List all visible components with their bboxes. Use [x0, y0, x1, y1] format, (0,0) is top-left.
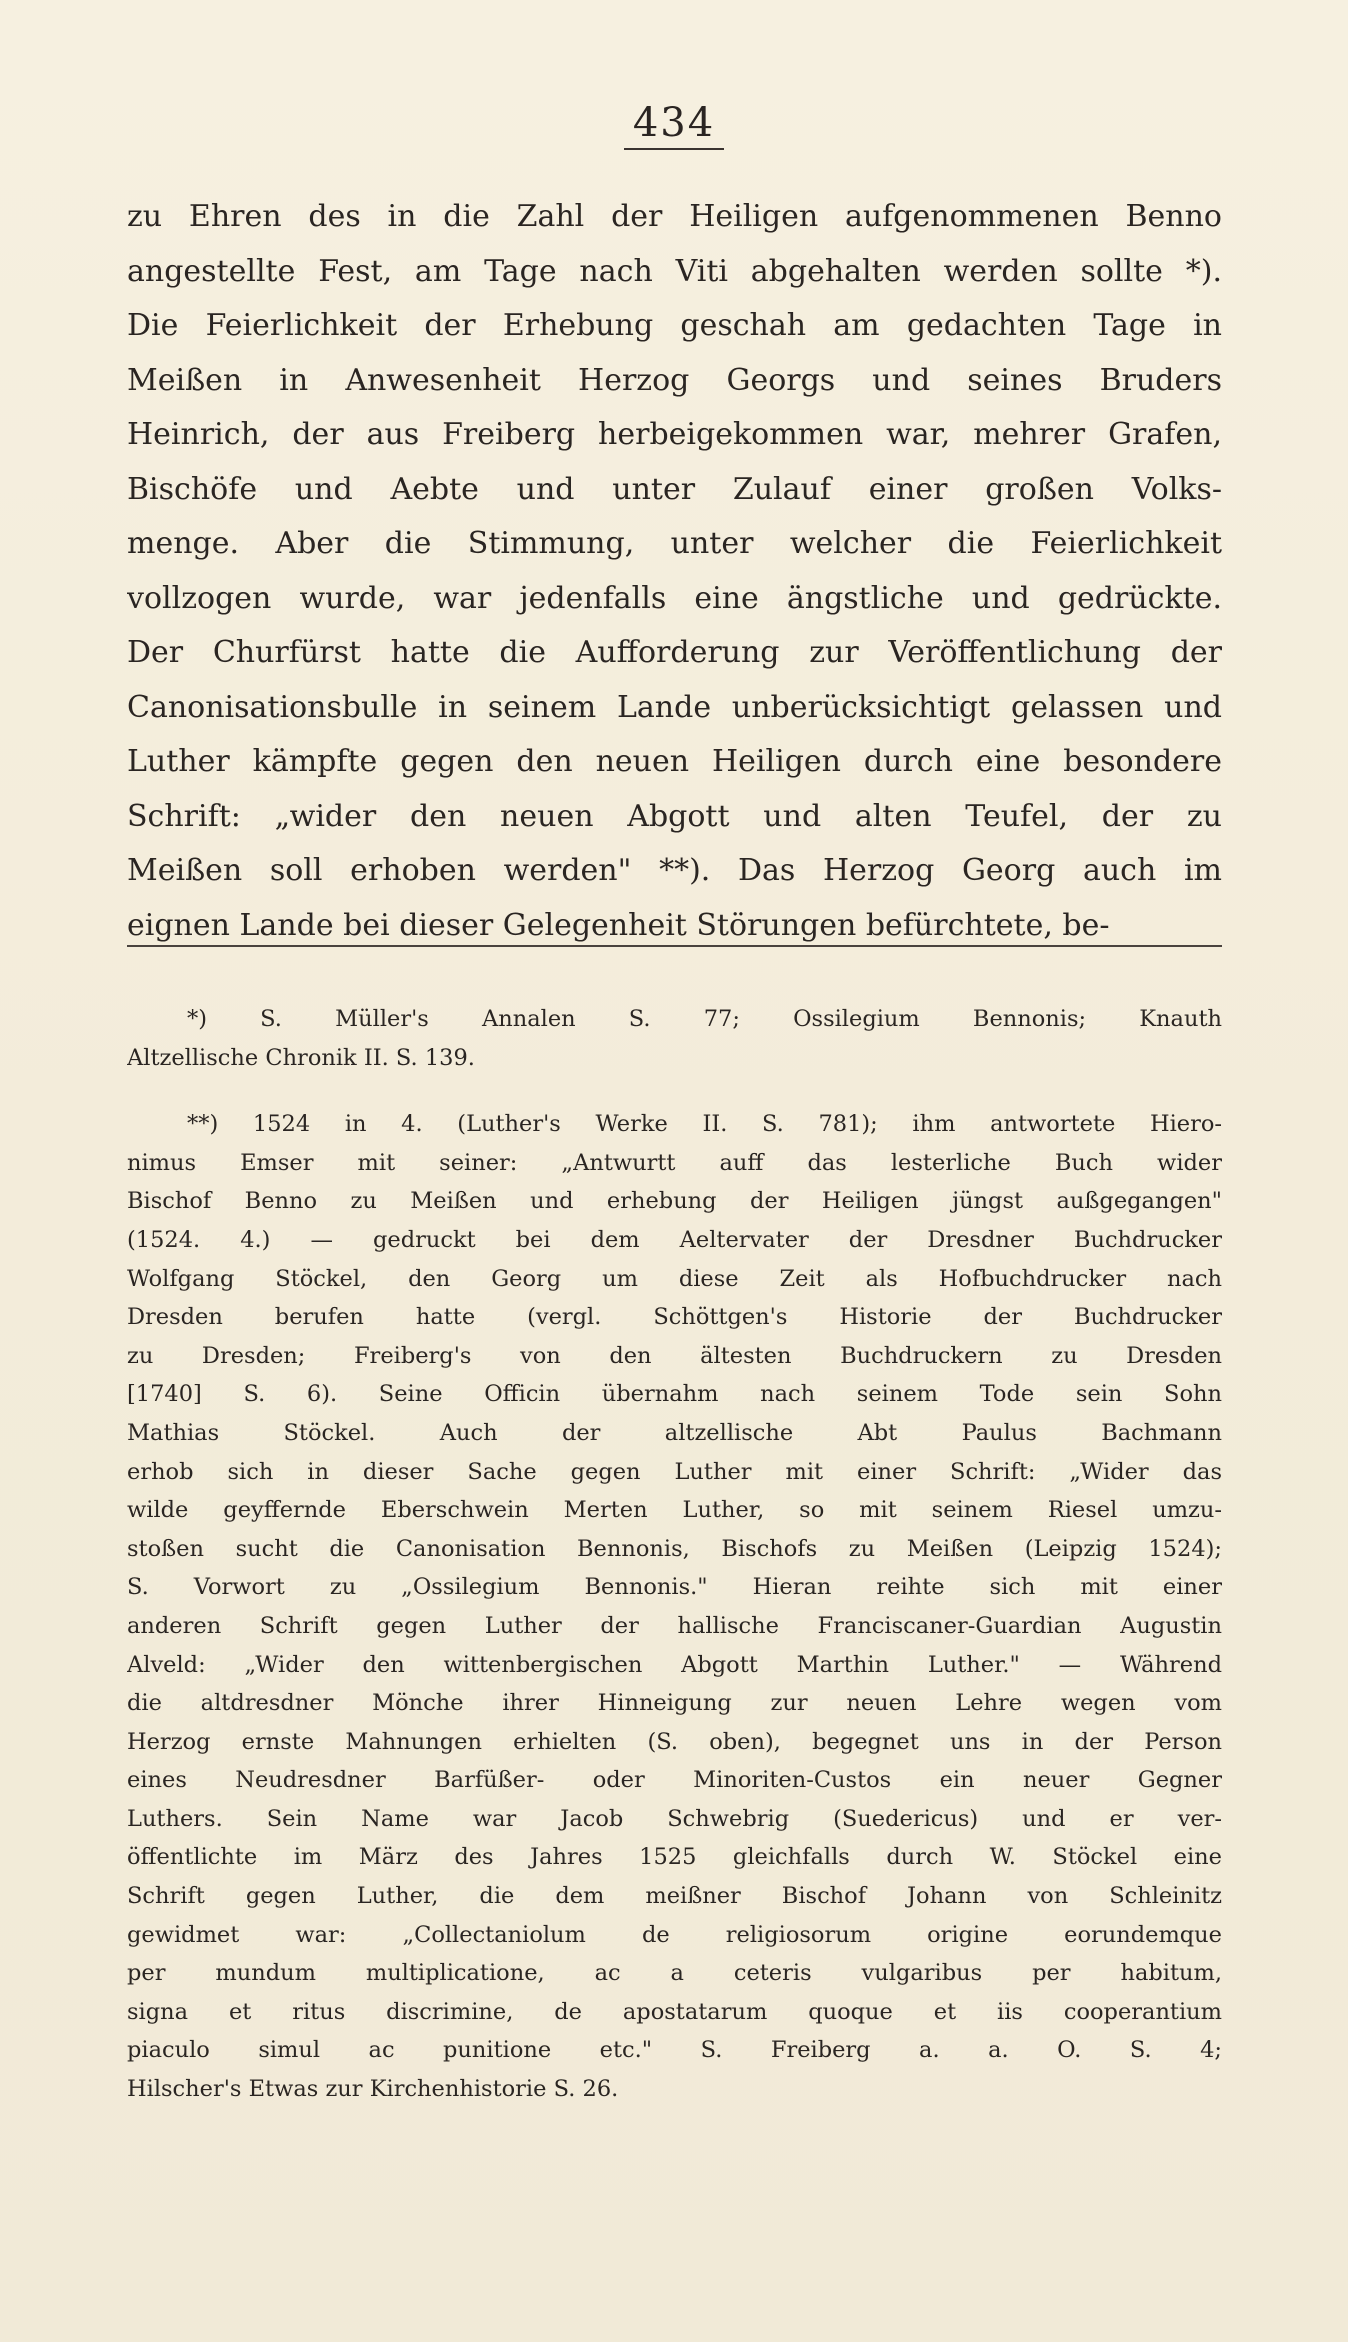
footnote-line: Bischof Benno zu Meißen und erhebung der Heiligen jüngst außgegangen": [127, 1188, 1222, 1215]
text-line: angestellte Fest, am Tage nach Viti abgehalten werden sollte *).: [127, 253, 1222, 289]
footnote-line: gewidmet war: „Collectaniolum de religiosorum origine eorundemque: [127, 1921, 1222, 1948]
text-line: Der Churfürst hatte die Aufforderung zur Veröffentlichung der: [127, 635, 1222, 670]
text-line: Luther kämpfte gegen den neuen Heiligen durch eine besondere: [127, 744, 1222, 779]
footnotes: [127, 1000, 1222, 2109]
footnote-line: Wolfgang Stöckel, den Georg um diese Zeit als Hofbuchdrucker nach: [127, 1265, 1222, 1292]
text-line: Canonisationsbulle in seinem Lande unberücksichtigt gelassen und: [127, 689, 1222, 725]
footnote-line: **) 1524 in 4. (Luther's Werke II. S. 781); ihm antwortete Hiero-: [187, 1111, 1222, 1138]
footnote-line: signa et ritus discrimine, de apostatarum quoque et iis cooperantium: [127, 1998, 1222, 2025]
text-line: zu Ehren des in die Zahl der Heiligen aufgenommenen Benno: [127, 199, 1222, 234]
footnote-2: [127, 1105, 1222, 2108]
footnote-line: piaculo simul ac punitione etc." S. Freiberg a. a. O. S. 4;: [127, 2037, 1222, 2064]
text-line: Bischöfe und Aebte und unter Zulauf einer großen Volks-: [127, 471, 1222, 507]
text-line: vollzogen wurde, war jedenfalls eine ängstliche und gedrückte.: [127, 580, 1222, 616]
page-number: 434: [632, 100, 716, 146]
footnote-line: Mathias Stöckel. Auch der altzellische Abt Paulus Bachmann: [127, 1419, 1222, 1446]
footnote-line: [1740] S. 6). Seine Officin übernahm nach seinem Tode sein Sohn: [127, 1381, 1222, 1408]
footnote-line: die altdresdner Mönche ihrer Hinneigung zur neuen Lehre wegen vom: [127, 1690, 1222, 1717]
footnote-line: Herzog ernste Mahnungen erhielten (S. oben), begegnet uns in der Person: [127, 1728, 1222, 1755]
text-line: eignen Lande bei dieser Gelegenheit Störungen befürchtete, be-: [127, 907, 1110, 943]
text-line: menge. Aber die Stimmung, unter welcher die Feierlichkeit: [127, 526, 1222, 561]
text-line: Meißen soll erhoben werden" **). Das Herzog Georg auch im: [127, 853, 1222, 888]
footnote-line: *) S. Müller's Annalen S. 77; Ossilegium Bennonis; Knauth: [187, 1006, 1222, 1032]
footnote-line: Alveld: „Wider den wittenbergischen Abgott Marthin Luther." — Während: [127, 1651, 1222, 1678]
footnote-line: eines Neudresdner Barfüßer- oder Minoriten-Custos ein neuer Gegner: [127, 1767, 1222, 1794]
main-text: [127, 190, 1222, 953]
footnote-line: öffentlichte im März des Jahres 1525 gleichfalls durch W. Stöckel eine: [127, 1844, 1222, 1871]
footnote-line: zu Dresden; Freiberg's von den ältesten Buchdruckern zu Dresden: [127, 1342, 1222, 1369]
text-line: Die Feierlichkeit der Erhebung geschah am gedachten Tage in: [127, 308, 1222, 343]
footnote-line: Dresden berufen hatte (vergl. Schöttgen's Historie der Buchdrucker: [127, 1304, 1222, 1331]
footnote-gap: [127, 1077, 1222, 1105]
footnote-line: Luthers. Sein Name war Jacob Schwebrig (Suedericus) und er ver-: [127, 1805, 1222, 1832]
footnote-line: Altzellische Chronik II. S. 139.: [127, 1044, 475, 1071]
footnote-line: Schrift gegen Luther, die dem meißner Bischof Johann von Schleinitz: [127, 1883, 1222, 1910]
footnote-line: erhob sich in dieser Sache gegen Luther mit einer Schrift: „Wider das: [127, 1458, 1222, 1485]
page-number-rule: [624, 148, 724, 150]
footnote-line: (1524. 4.) — gedruckt bei dem Aeltervater der Dresdner Buchdrucker: [127, 1226, 1222, 1253]
footnote-line: nimus Emser mit seiner: „Antwurtt auff das lesterliche Buch wider: [127, 1149, 1222, 1176]
footnote-1: [127, 1000, 1222, 1077]
footnote-line: per mundum multiplicatione, ac a ceteris vulgaribus per habitum,: [127, 1960, 1222, 1987]
footnote-separator: [127, 945, 1222, 947]
text-line: Schrift: „wider den neuen Abgott und alten Teufel, der zu: [127, 798, 1222, 834]
footnote-line: wilde geyffernde Eberschwein Merten Luther, so mit seinem Riesel umzu-: [127, 1497, 1222, 1524]
footnote-line: anderen Schrift gegen Luther der hallische Franciscaner-Guardian Augustin: [127, 1612, 1222, 1639]
footnote-line: S. Vorwort zu „Ossilegium Bennonis." Hieran reihte sich mit einer: [127, 1574, 1222, 1601]
text-line: Meißen in Anwesenheit Herzog Georgs und seines Bruders: [127, 362, 1222, 398]
footnote-line: stoßen sucht die Canonisation Bennonis, Bischofs zu Meißen (Leipzig 1524);: [127, 1535, 1222, 1562]
text-line: Heinrich, der aus Freiberg herbeigekommen war, mehrer Grafen,: [127, 417, 1222, 452]
footnote-line: Hilscher's Etwas zur Kirchenhistorie S. 26.: [127, 2076, 619, 2103]
